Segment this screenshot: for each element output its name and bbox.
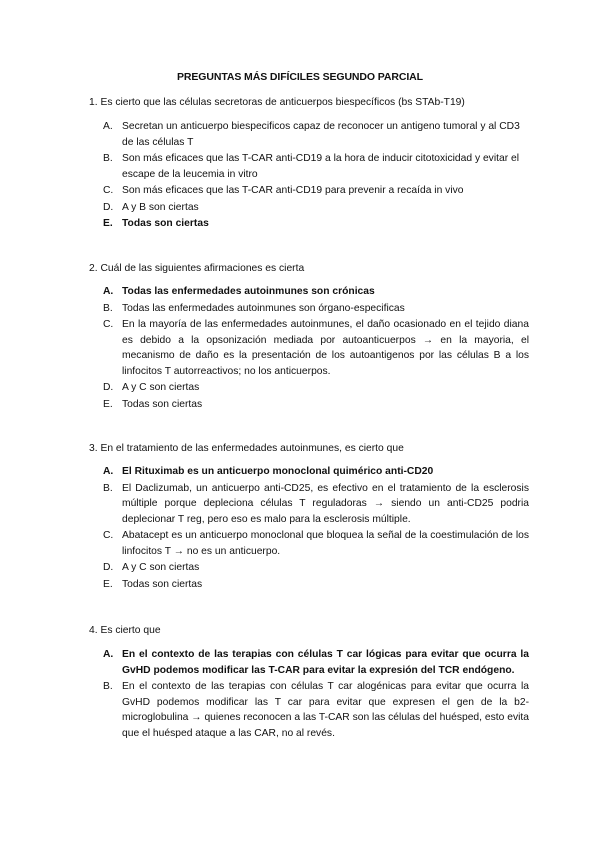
option-text: Todas son ciertas [122,578,203,590]
option-item [89,380,529,396]
option-text: Son más eficaces que las T-CAR anti-CD19 para prevenir a recaída in vivo [122,185,464,196]
option-letter: A. [103,466,114,477]
option-text: En el contexto de las terapias con células T car alogénicas para evitar que ocurra la GvHD podemos modificar las T car para evitar que expresen el gen de la b2-microglobulina → quienes reconocen a las T-CAR son las células del huésped, esto evita que el huésped ataque a las CAR, no al revés. [122,681,529,739]
option-text: En la mayoría de las enfermedades autoinmunes, el daño ocasionado en el tejido diana es debido a la opsonización mediada por autoanticuerpos → en la mayoria, el mecanismo de daño es la presentación de los autoantigenos por las células B a los linfocitos T autorreactivos; no los anticuerpos. [122,319,529,377]
option-item [89,301,529,317]
option-item-correct [89,284,529,300]
option-letter: E. [103,218,113,229]
option-letter: A. [103,121,113,132]
option-letter: C. [103,319,114,330]
option-item [89,528,529,559]
option-letter: D. [103,382,114,393]
question-stem: 1. Es cierto que las células secretoras de anticuerpos biespecíficos (bs STAb-T19) [89,97,465,108]
options-list [89,647,529,741]
option-item [89,200,529,216]
options-list [89,284,529,412]
option-item-correct [89,464,529,480]
option-letter: C. [103,530,114,541]
option-text: A y C son ciertas [122,562,200,573]
option-text: El Daclizumab, un anticuerpo anti-CD25, es efectivo en el tratamiento de la esclerosis múltiple porque depleciona células T reguladoras → siendo un anti-CD25 podria deplecionar T reg, pero eso es malo para la esclerosis múltiple. [122,482,529,525]
option-item [89,560,529,576]
page-title: PREGUNTAS MÁS DIFÍCILES SEGUNDO PARCIAL [177,71,423,83]
option-letter: A. [103,649,114,660]
option-letter: E. [103,398,113,410]
option-text: Secretan un anticuerpo biespecificos capaz de reconocer un antigeno tumoral y al CD3 de las células T [122,121,520,148]
option-item-correct [89,216,529,232]
option-item [89,679,529,741]
option-item [89,317,529,379]
option-letter: D. [103,562,114,573]
question-stem: 4. Es cierto que [89,625,161,636]
option-item [89,183,529,199]
option-text: A y C son ciertas [122,382,200,393]
option-item [89,397,529,413]
option-letter: E. [103,578,113,590]
option-item [89,151,529,182]
option-item-correct [89,647,529,678]
options-list [89,464,529,592]
option-item [89,481,529,528]
option-text: A y B son ciertas [122,201,199,213]
option-letter: B. [103,153,113,164]
option-text: Todas las enfermedades autoinmunes son órgano-especificas [122,302,405,314]
option-letter: B. [103,482,113,494]
option-text: Abatacept es un anticuerpo monoclonal que bloquea la señal de la coestimulación de los linfocitos T → no es un anticuerpo. [122,530,529,557]
option-letter: C. [103,185,114,196]
option-text: Todas las enfermedades autoinmunes son crónicas [122,286,375,297]
question-stem: 2. Cuál de las siguientes afirmaciones es cierta [89,263,305,274]
option-text: Todas son ciertas [122,218,209,229]
option-item [89,119,529,150]
options-list [89,119,529,232]
option-text: Todas son ciertas [122,398,203,410]
option-letter: A. [103,286,114,297]
option-item [89,577,529,593]
option-letter: D. [103,201,114,213]
option-text: Son más eficaces que las T-CAR anti-CD19 a la hora de inducir citotoxicidad y evitar el escape de la leucemia in vitro [122,153,520,180]
option-letter: B. [103,302,113,314]
option-letter: B. [103,681,113,692]
question-stem: 3. En el tratamiento de las enfermedades autoinmunes, es cierto que [89,443,404,454]
option-text: El Rituximab es un anticuerpo monoclonal quimérico anti-CD20 [122,466,434,477]
option-text: En el contexto de las terapias con células T car lógicas para evitar que ocurra la GvHD podemos modificar las T-CAR para evitar la expresión del TCR endógeno. [122,649,529,676]
